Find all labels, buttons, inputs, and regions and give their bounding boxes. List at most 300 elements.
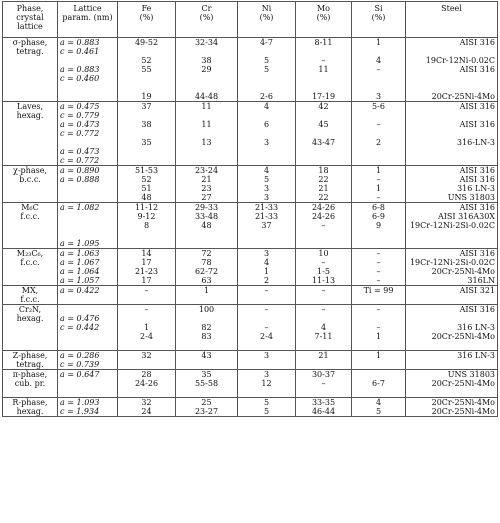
- lattice-line: a = 0.883: [60, 38, 100, 47]
- cell-phase: [3, 305, 58, 351]
- cr-line: [178, 314, 235, 323]
- cell-mo: [296, 286, 352, 305]
- cr-line: [178, 83, 235, 92]
- ni-line: 4: [263, 102, 270, 111]
- steel-line: AISI 316: [459, 305, 495, 314]
- fe-line: [120, 129, 173, 138]
- cell-mo: [296, 166, 352, 203]
- si-line: –: [376, 175, 381, 184]
- si-line: 4: [375, 56, 382, 65]
- cell-fe: [118, 305, 176, 351]
- cell-phase: [3, 38, 58, 102]
- steel-line: 20Cr-25Ni-4Mo: [431, 398, 495, 407]
- fe-line: 24-26: [134, 379, 159, 388]
- header-cr: Cr (%): [176, 2, 238, 38]
- cell-mo: [296, 102, 352, 166]
- ni-line: [240, 129, 293, 138]
- mo-line: 42: [318, 102, 329, 111]
- fe-line: 24: [141, 407, 152, 416]
- lattice-line: a = 1.095: [60, 239, 100, 248]
- phase-line: cub. pr.: [14, 379, 46, 388]
- mo-line: –: [321, 258, 326, 267]
- si-line: 6-7: [372, 379, 385, 388]
- steel-line: 20Cr-25Ni-4Mo: [431, 332, 495, 341]
- si-line: [354, 74, 403, 83]
- cell-lattice: [58, 286, 118, 305]
- fe-line: 9-12: [137, 212, 156, 221]
- table-row: [3, 286, 498, 305]
- fe-line: [120, 156, 173, 165]
- ni-line: 6: [263, 120, 270, 129]
- ni-line: [240, 388, 293, 397]
- si-line: [354, 47, 403, 56]
- cell-phase: [3, 398, 58, 417]
- table-row: [3, 351, 498, 370]
- fe-line: 1: [143, 323, 150, 332]
- ni-line: –: [264, 305, 269, 314]
- cell-si: [352, 203, 406, 249]
- steel-line: [408, 83, 495, 92]
- cell-mo: [296, 351, 352, 370]
- lattice-line: c = 0.779: [60, 111, 100, 120]
- phase-line: R-phase,: [12, 398, 48, 407]
- cell-lattice: [58, 166, 118, 203]
- mo-line: [298, 388, 349, 397]
- si-line: [354, 83, 403, 92]
- header-fe: Fe (%): [118, 2, 176, 38]
- cr-line: [178, 74, 235, 83]
- fe-line: 51-53: [134, 166, 159, 175]
- phase-line: π-phase,: [12, 370, 48, 379]
- table-row: [3, 398, 498, 417]
- si-line: Ti = 99: [363, 286, 394, 295]
- ni-line: 21-33: [254, 212, 279, 221]
- cr-line: 63: [201, 276, 212, 285]
- mo-line: –: [321, 379, 326, 388]
- fe-line: [120, 314, 173, 323]
- table-body: [3, 38, 498, 417]
- ni-line: –: [264, 286, 269, 295]
- lattice-line: a = 0.883: [60, 65, 100, 74]
- fe-line: [120, 360, 173, 369]
- lattice-line: a = 1.063: [60, 249, 100, 258]
- cell-phase: [3, 370, 58, 398]
- si-line: [354, 341, 403, 350]
- ni-line: [240, 230, 293, 239]
- steel-line: AISI 316: [459, 38, 495, 47]
- si-line: –: [376, 258, 381, 267]
- steel-line: [408, 111, 495, 120]
- cell-fe: [118, 370, 176, 398]
- cr-line: [178, 239, 235, 248]
- steel-line: 20Cr-25Ni-4Mo: [431, 407, 495, 416]
- si-line: [354, 360, 403, 369]
- mo-line: [298, 156, 349, 165]
- cell-ni: [238, 38, 296, 102]
- si-line: –: [376, 65, 381, 74]
- cell-cr: [176, 351, 238, 370]
- ni-line: 3: [263, 370, 270, 379]
- cr-line: 23: [201, 184, 212, 193]
- si-line: 1: [375, 351, 382, 360]
- cr-line: 29: [201, 65, 212, 74]
- lattice-line: [60, 92, 115, 101]
- cell-phase: [3, 102, 58, 166]
- ni-line: 5: [263, 65, 270, 74]
- steel-line: [408, 341, 495, 350]
- cell-fe: [118, 249, 176, 286]
- cr-line: 55-58: [194, 379, 219, 388]
- ni-line: [240, 341, 293, 350]
- fe-line: [120, 47, 173, 56]
- lattice-line: [60, 305, 115, 314]
- cr-line: 35: [201, 370, 212, 379]
- phase-line: Laves,: [17, 102, 43, 111]
- cell-phase: [3, 286, 58, 305]
- steel-line: [408, 47, 495, 56]
- steel-line: [408, 74, 495, 83]
- cr-line: 44-48: [194, 92, 219, 101]
- steel-line: 20Cr-25Ni-4Mo: [431, 267, 495, 276]
- fe-line: 8: [143, 221, 150, 230]
- fe-line: –: [144, 286, 149, 295]
- ni-line: 2-6: [260, 92, 273, 101]
- cr-line: 43: [201, 351, 212, 360]
- cell-ni: [238, 398, 296, 417]
- lattice-line: a = 0.422: [60, 286, 100, 295]
- cell-lattice: [58, 203, 118, 249]
- cr-line: 11: [201, 102, 212, 111]
- ni-line: [240, 111, 293, 120]
- cell-ni: [238, 351, 296, 370]
- steel-line: 316-LN-3: [456, 138, 495, 147]
- mo-line: 11-13: [311, 276, 336, 285]
- cr-line: 38: [201, 56, 212, 65]
- header-si: Si (%): [352, 2, 406, 38]
- lattice-line: a = 0.286: [60, 351, 100, 360]
- lattice-line: c = 0.461: [60, 47, 100, 56]
- fe-line: 21-23: [134, 267, 159, 276]
- phase-line: hexag.: [16, 407, 44, 416]
- steel-line: AISI 316: [459, 166, 495, 175]
- lattice-line: [60, 230, 115, 239]
- phase-line: M₆C: [21, 203, 39, 212]
- si-line: –: [376, 193, 381, 202]
- mo-line: [298, 74, 349, 83]
- ni-line: 4: [263, 166, 270, 175]
- steel-line: AISI 316: [459, 65, 495, 74]
- lattice-line: c = 0.772: [60, 129, 100, 138]
- steel-line: [408, 147, 495, 156]
- mo-line: 43-47: [311, 138, 336, 147]
- mo-line: [298, 83, 349, 92]
- steel-line: [408, 360, 495, 369]
- mo-line: 11: [318, 65, 329, 74]
- cell-lattice: [58, 102, 118, 166]
- mo-line: 24-26: [311, 203, 336, 212]
- phase-line: f.c.c.: [20, 295, 40, 304]
- cell-si: [352, 102, 406, 166]
- table-row: [3, 370, 498, 398]
- cr-line: [178, 47, 235, 56]
- fe-line: 52: [141, 56, 152, 65]
- si-line: –: [376, 305, 381, 314]
- cell-fe: [118, 102, 176, 166]
- cell-steel: [406, 38, 498, 102]
- mo-line: 21: [318, 351, 329, 360]
- cell-si: [352, 351, 406, 370]
- cell-fe: [118, 166, 176, 203]
- fe-line: [120, 111, 173, 120]
- lattice-line: [60, 83, 115, 92]
- lattice-line: a = 0.888: [60, 175, 100, 184]
- phase-line: hexag.: [16, 111, 44, 120]
- phase-line: σ-phase,: [12, 38, 48, 47]
- cr-line: 82: [201, 323, 212, 332]
- cr-line: 62-72: [194, 267, 219, 276]
- si-line: [354, 370, 403, 379]
- cell-mo: [296, 398, 352, 417]
- si-line: [354, 230, 403, 239]
- lattice-line: [60, 193, 115, 202]
- phase-line: χ-phase,: [13, 166, 47, 175]
- fe-line: [120, 239, 173, 248]
- lattice-line: a = 0.476: [60, 314, 100, 323]
- mo-line: –: [321, 305, 326, 314]
- lattice-line: a = 1.064: [60, 267, 100, 276]
- mo-line: –: [321, 286, 326, 295]
- mo-line: 22: [318, 175, 329, 184]
- si-line: 9: [375, 221, 382, 230]
- ni-line: 4: [263, 258, 270, 267]
- fe-line: 37: [141, 102, 152, 111]
- cr-line: 29-33: [194, 203, 219, 212]
- cell-ni: [238, 203, 296, 249]
- ni-line: [240, 314, 293, 323]
- table-row: [3, 166, 498, 203]
- si-line: [354, 129, 403, 138]
- cell-mo: [296, 370, 352, 398]
- steel-line: 20Cr-25Ni-4Mo: [431, 379, 495, 388]
- cell-ni: [238, 102, 296, 166]
- phase-line: b.c.c.: [19, 175, 41, 184]
- cell-si: [352, 249, 406, 286]
- cell-mo: [296, 38, 352, 102]
- cell-cr: [176, 305, 238, 351]
- ni-line: [240, 83, 293, 92]
- mo-line: [298, 239, 349, 248]
- si-line: [354, 314, 403, 323]
- cell-cr: [176, 38, 238, 102]
- mo-line: 24-26: [311, 212, 336, 221]
- steel-line: [408, 239, 495, 248]
- phase-line: tetrag.: [16, 47, 44, 56]
- si-line: 5: [375, 407, 382, 416]
- fe-line: 35: [141, 138, 152, 147]
- ni-line: 3: [263, 249, 270, 258]
- cell-steel: [406, 351, 498, 370]
- steel-line: AISI 316: [459, 249, 495, 258]
- lattice-line: [60, 332, 115, 341]
- cell-ni: [238, 286, 296, 305]
- steel-line: 19Cr-12Ni-0.02C: [425, 56, 495, 65]
- steel-line: [408, 388, 495, 397]
- cell-ni: [238, 166, 296, 203]
- cr-line: 13: [201, 138, 212, 147]
- ni-line: 37: [261, 221, 272, 230]
- cell-lattice: [58, 398, 118, 417]
- mo-line: [298, 341, 349, 350]
- header-mo: Mo (%): [296, 2, 352, 38]
- steel-line: AISI 316A30X: [437, 212, 495, 221]
- cell-steel: [406, 166, 498, 203]
- cell-cr: [176, 203, 238, 249]
- cell-si: [352, 398, 406, 417]
- cell-cr: [176, 398, 238, 417]
- mo-line: –: [321, 56, 326, 65]
- lattice-line: [60, 379, 115, 388]
- lattice-line: c = 0.460: [60, 74, 100, 83]
- cr-line: [178, 230, 235, 239]
- cell-si: [352, 38, 406, 102]
- fe-line: –: [144, 305, 149, 314]
- cr-line: [178, 156, 235, 165]
- header-lattice: Lattice param. (nm): [58, 2, 118, 38]
- fe-line: 17: [141, 276, 152, 285]
- cell-si: [352, 286, 406, 305]
- ni-line: –: [264, 323, 269, 332]
- ni-line: [240, 147, 293, 156]
- mo-line: 1-5: [317, 267, 330, 276]
- si-line: 6-8: [372, 203, 385, 212]
- cell-steel: [406, 249, 498, 286]
- fe-line: 32: [141, 398, 152, 407]
- cell-fe: [118, 38, 176, 102]
- lattice-line: a = 0.473: [60, 147, 100, 156]
- cell-cr: [176, 102, 238, 166]
- cell-steel: [406, 305, 498, 351]
- lattice-line: a = 1.057: [60, 276, 100, 285]
- si-line: [354, 156, 403, 165]
- cell-phase: [3, 166, 58, 203]
- cr-line: 27: [201, 193, 212, 202]
- cell-si: [352, 305, 406, 351]
- phase-line: f.c.c.: [20, 212, 40, 221]
- cell-ni: [238, 370, 296, 398]
- si-line: 1: [375, 166, 382, 175]
- mo-line: 17-19: [311, 92, 336, 101]
- si-line: –: [376, 276, 381, 285]
- cr-line: 100: [198, 305, 215, 314]
- cell-fe: [118, 203, 176, 249]
- steel-line: [408, 156, 495, 165]
- fe-line: 19: [141, 92, 152, 101]
- mo-line: [298, 230, 349, 239]
- cell-cr: [176, 249, 238, 286]
- cr-line: [178, 341, 235, 350]
- lattice-line: [60, 341, 115, 350]
- ni-line: 3: [263, 351, 270, 360]
- phase-line: MX,: [21, 286, 39, 295]
- fe-line: 14: [141, 249, 152, 258]
- cr-line: 23-27: [194, 407, 219, 416]
- cell-fe: [118, 286, 176, 305]
- steel-line: AISI 316: [459, 175, 495, 184]
- cell-phase: [3, 203, 58, 249]
- cell-phase: [3, 249, 58, 286]
- si-line: 1: [375, 38, 382, 47]
- lattice-line: c = 0.442: [60, 323, 100, 332]
- cr-line: 11: [201, 120, 212, 129]
- header-phase: Phase, crystal lattice: [3, 2, 58, 38]
- cell-steel: [406, 286, 498, 305]
- si-line: 4: [375, 398, 382, 407]
- cell-si: [352, 370, 406, 398]
- cr-line: 23-24: [194, 166, 219, 175]
- phase-line: f.c.c.: [20, 258, 40, 267]
- phase-line: Z-phase,: [12, 351, 48, 360]
- fe-line: 28: [141, 370, 152, 379]
- cr-line: [178, 129, 235, 138]
- fe-line: [120, 74, 173, 83]
- cell-mo: [296, 249, 352, 286]
- cr-line: 25: [201, 398, 212, 407]
- steel-line: AISI 316: [459, 102, 495, 111]
- ni-line: 3: [263, 193, 270, 202]
- cr-line: 33-48: [194, 212, 219, 221]
- cell-cr: [176, 286, 238, 305]
- mo-line: –: [321, 221, 326, 230]
- cr-line: [178, 388, 235, 397]
- cell-fe: [118, 351, 176, 370]
- ni-line: 2-4: [260, 332, 273, 341]
- ni-line: 12: [261, 379, 272, 388]
- mo-line: 8-11: [314, 38, 333, 47]
- mo-line: 4: [320, 323, 327, 332]
- steel-line: 316LN: [467, 276, 495, 285]
- cell-fe: [118, 398, 176, 417]
- si-line: 3: [375, 92, 382, 101]
- steel-line: AISI 316: [459, 203, 495, 212]
- cr-line: [178, 111, 235, 120]
- lattice-line: a = 0.475: [60, 102, 100, 111]
- mo-line: 30-37: [311, 370, 336, 379]
- cell-cr: [176, 370, 238, 398]
- mo-line: 46-44: [311, 407, 336, 416]
- cell-lattice: [58, 351, 118, 370]
- si-line: 1: [375, 332, 382, 341]
- si-line: 2: [375, 138, 382, 147]
- steel-line: 316 LN-3: [457, 351, 495, 360]
- lattice-line: a = 1.082: [60, 203, 100, 212]
- si-line: [354, 111, 403, 120]
- mo-line: [298, 111, 349, 120]
- ni-line: [240, 47, 293, 56]
- si-line: [354, 239, 403, 248]
- si-line: 1: [375, 184, 382, 193]
- lattice-line: c = 0.739: [60, 360, 100, 369]
- mo-line: 45: [318, 120, 329, 129]
- mo-line: 10: [318, 249, 329, 258]
- fe-line: 51: [141, 184, 152, 193]
- ni-line: 5: [263, 407, 270, 416]
- steel-line: 19Cr-12Ni-2Si-0.02C: [409, 221, 495, 230]
- lattice-line: [60, 138, 115, 147]
- phase-line: Cr₂N,: [18, 305, 42, 314]
- steel-line: AISI 321: [459, 286, 495, 295]
- fe-line: [120, 147, 173, 156]
- mo-line: 7-11: [314, 332, 333, 341]
